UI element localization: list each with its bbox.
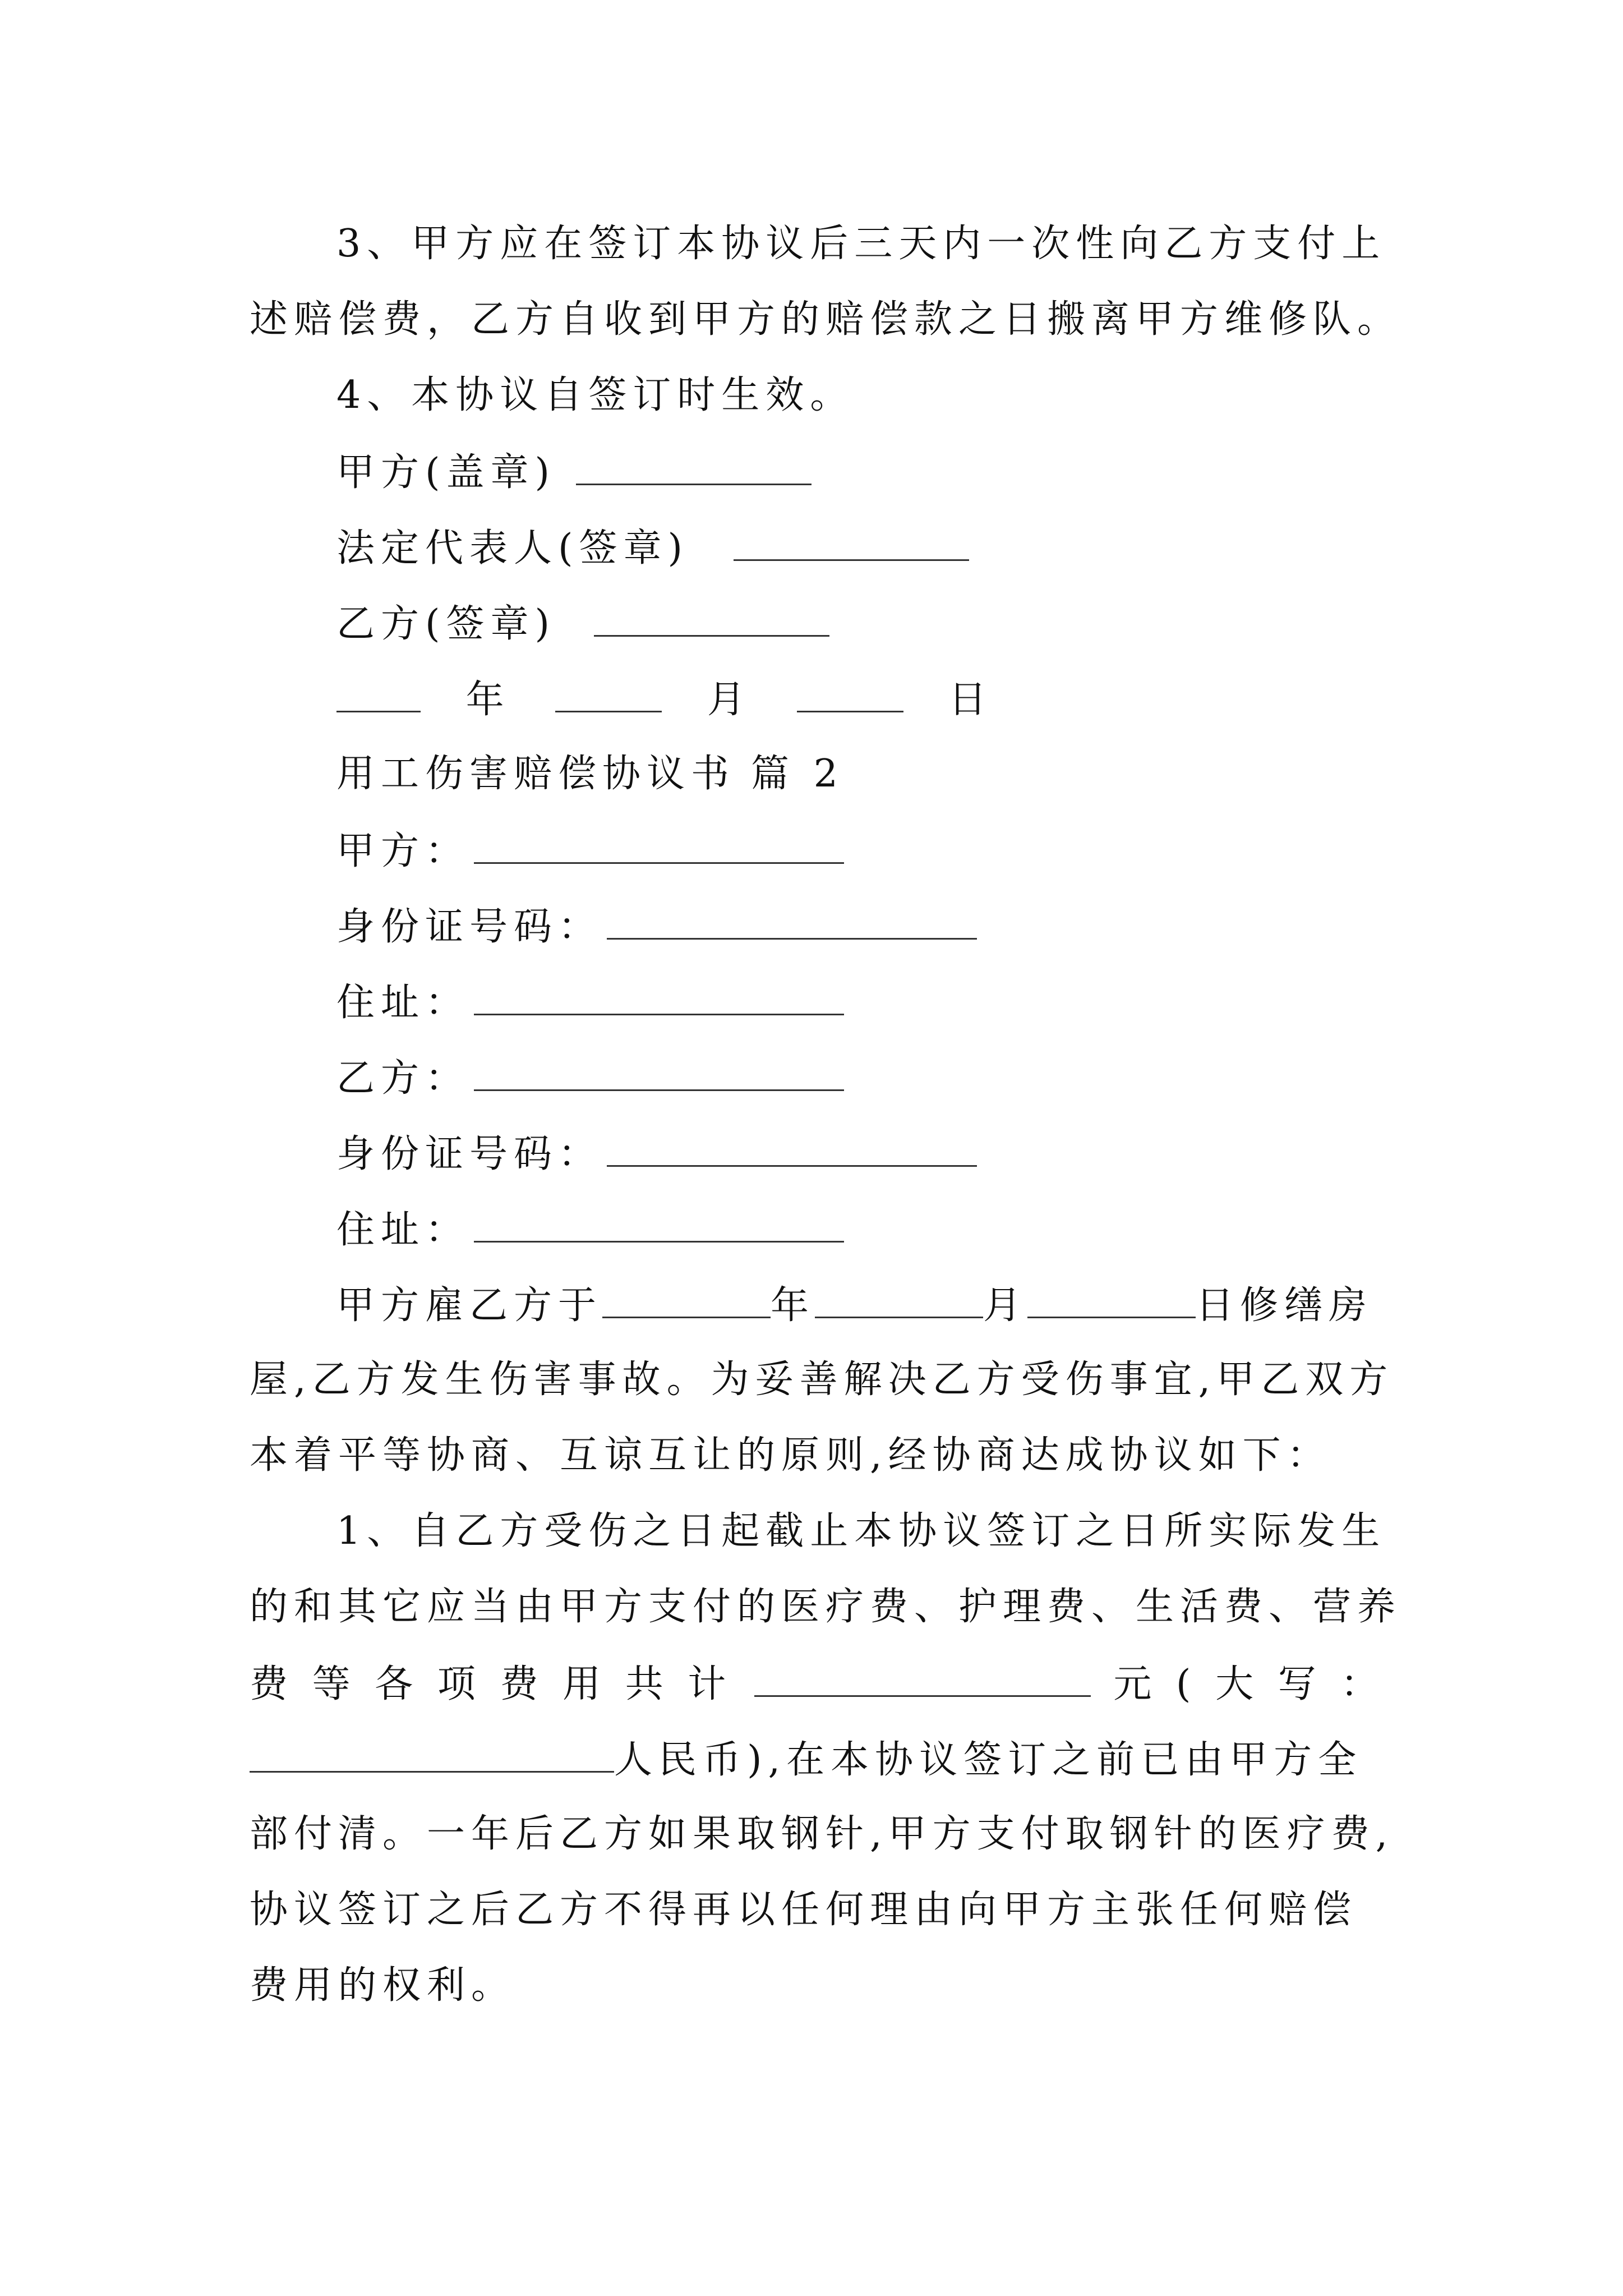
signature-date: [336, 676, 993, 723]
party-a-blank: [474, 827, 844, 864]
signature-party-b: [336, 600, 834, 647]
amount-uppercase-blank: [250, 1736, 614, 1773]
amount-blank: [754, 1660, 1091, 1697]
signature-party-a: [336, 449, 816, 495]
date-year-blank: [336, 676, 421, 712]
address-b-blank: [474, 1206, 844, 1243]
address-b-label: 住址：: [336, 1208, 470, 1252]
intro-text-1: 甲方雇乙方于: [336, 1283, 603, 1328]
intro-line-3: 本着平等协商、互谅互让的原则,经协商达成协议如下：: [250, 1433, 1331, 1478]
party-a-field: [336, 827, 849, 874]
intro-line-2: 屋,乙方发生伤害事故。为妥善解决乙方受伤事宜,甲乙双方: [250, 1358, 1394, 1402]
party-b-field: [336, 1055, 849, 1101]
intro-day-blank: [1027, 1282, 1196, 1318]
clause-1-line-4-text: 人民币),在本协议签订之前已由甲方全: [614, 1738, 1363, 1782]
clause-3-line-2: 述赔偿费，乙方自收到甲方的赔偿款之日搬离甲方维修队。: [250, 297, 1402, 342]
section-title: [336, 752, 844, 797]
date-day-blank: [797, 676, 903, 712]
id-a-field: [336, 903, 981, 950]
id-a-blank: [607, 903, 977, 940]
signature-party-b-blank: [594, 600, 829, 637]
party-b-label: 乙方：: [336, 1056, 470, 1101]
clause-3-line-1: 3、甲方应在签订本协议后三天内一次性向乙方支付上: [336, 222, 1386, 266]
party-b-blank: [474, 1055, 844, 1091]
intro-month-blank: [815, 1282, 983, 1318]
id-a-label: 身份证号码：: [336, 905, 603, 949]
clause-1-line-3-text: 费 等 各 项 费 用 共 计: [250, 1662, 732, 1706]
date-day-label: 日: [948, 678, 993, 722]
signature-legal-rep: [336, 524, 974, 571]
intro-line-1: [336, 1282, 1373, 1328]
clause-1-line-4: [250, 1736, 1362, 1783]
signature-legal-rep-label: 法定代表人(签章): [336, 526, 689, 570]
address-a-blank: [474, 979, 844, 1015]
intro-month-label: 月: [983, 1283, 1028, 1328]
signature-party-b-label: 乙方(签章): [336, 602, 556, 646]
party-a-label: 甲方：: [336, 829, 470, 873]
id-b-field: [336, 1130, 981, 1177]
intro-year-label: 年: [771, 1283, 815, 1328]
intro-text-2: 日修缮房: [1196, 1283, 1373, 1328]
clause-4: 4、本协议自签订时生效。: [336, 373, 855, 417]
address-b-field: [336, 1206, 849, 1253]
clause-1-line-2: 的和其它应当由甲方支付的医疗费、护理费、生活费、营养: [250, 1585, 1402, 1629]
date-month-blank: [555, 676, 662, 712]
date-year-label: 年: [465, 678, 510, 722]
date-month-label: 月: [707, 678, 751, 722]
address-a-label: 住址：: [336, 981, 470, 1025]
section-title-text: 用工伤害赔偿协议书: [336, 752, 736, 796]
clause-1-line-5: 部付清。一年后乙方如果取钢针,甲方支付取钢针的医疗费,: [250, 1812, 1394, 1856]
id-b-label: 身份证号码：: [336, 1132, 603, 1176]
clause-1-line-1: 1、自乙方受伤之日起截止本协议签订之日所实际发生: [336, 1509, 1386, 1553]
section-title-suffix: 篇 2: [751, 752, 844, 796]
signature-legal-rep-blank: [734, 524, 969, 561]
clause-1-line-3: [250, 1660, 1385, 1707]
id-b-blank: [607, 1130, 977, 1167]
intro-year-blank: [602, 1282, 771, 1318]
signature-party-a-blank: [576, 449, 811, 485]
clause-1-line-7: 费用的权利。: [250, 1963, 516, 2008]
signature-party-a-label: 甲方(盖章): [336, 450, 556, 495]
clause-1-line-6: 协议签订之后乙方不得再以任何理由向甲方主张任何赔偿: [250, 1888, 1358, 1932]
clause-1-line-3-suffix: 元 ( 大 写 ：: [1113, 1662, 1385, 1706]
address-a-field: [336, 979, 849, 1025]
